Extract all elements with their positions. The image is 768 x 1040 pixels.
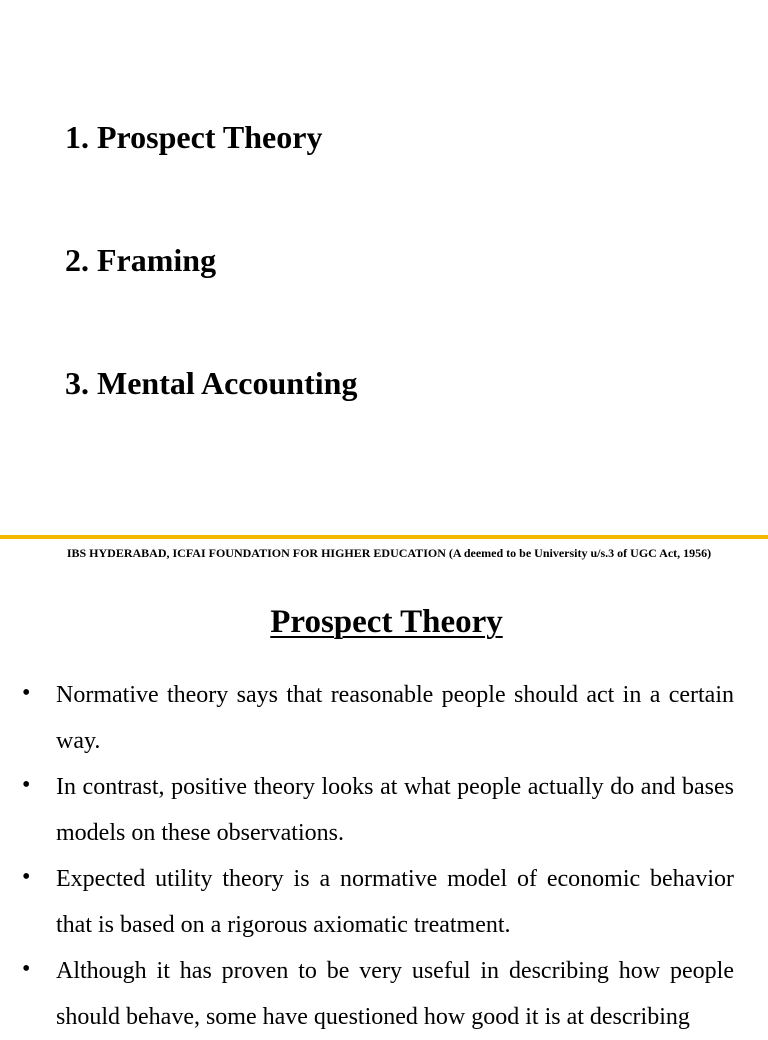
slide-footer: IBS HYDERABAD, ICFAI FOUNDATION FOR HIGHER EDUCATION (A deemed to be University u/s.3 of UGC Act, 1956) bbox=[66, 546, 712, 560]
bullet-item bbox=[0, 764, 768, 856]
bullet-text: Although it has proven to be very useful in describing how people should behave, some have questioned how good it is at describing bbox=[56, 958, 734, 1030]
bullet-text: Normative theory says that reasonable people should act in a certain way. bbox=[56, 682, 734, 754]
bullet-list bbox=[0, 672, 768, 1040]
topic-mental-accounting: 3. Mental Accounting bbox=[65, 365, 358, 401]
topic-framing: 2. Framing bbox=[65, 242, 217, 278]
bullet-item bbox=[0, 948, 768, 1040]
bullet-item bbox=[0, 856, 768, 948]
bullet-text: Expected utility theory is a normative model of economic behavior that is based on a rigorous axiomatic treatment. bbox=[56, 866, 734, 938]
bullet-icon: • bbox=[22, 772, 31, 798]
topic-prospect-theory: 1. Prospect Theory bbox=[65, 119, 323, 155]
slide-title: Prospect Theory bbox=[270, 604, 503, 640]
bullet-icon: • bbox=[22, 680, 31, 706]
bullet-text: In contrast, positive theory looks at what people actually do and bases models on these observations. bbox=[56, 774, 734, 846]
slide-prospect-theory bbox=[0, 570, 768, 1030]
bullet-item bbox=[0, 672, 768, 764]
slide-divider bbox=[0, 535, 768, 539]
bullet-icon: • bbox=[22, 864, 31, 890]
bullet-icon: • bbox=[22, 956, 31, 982]
